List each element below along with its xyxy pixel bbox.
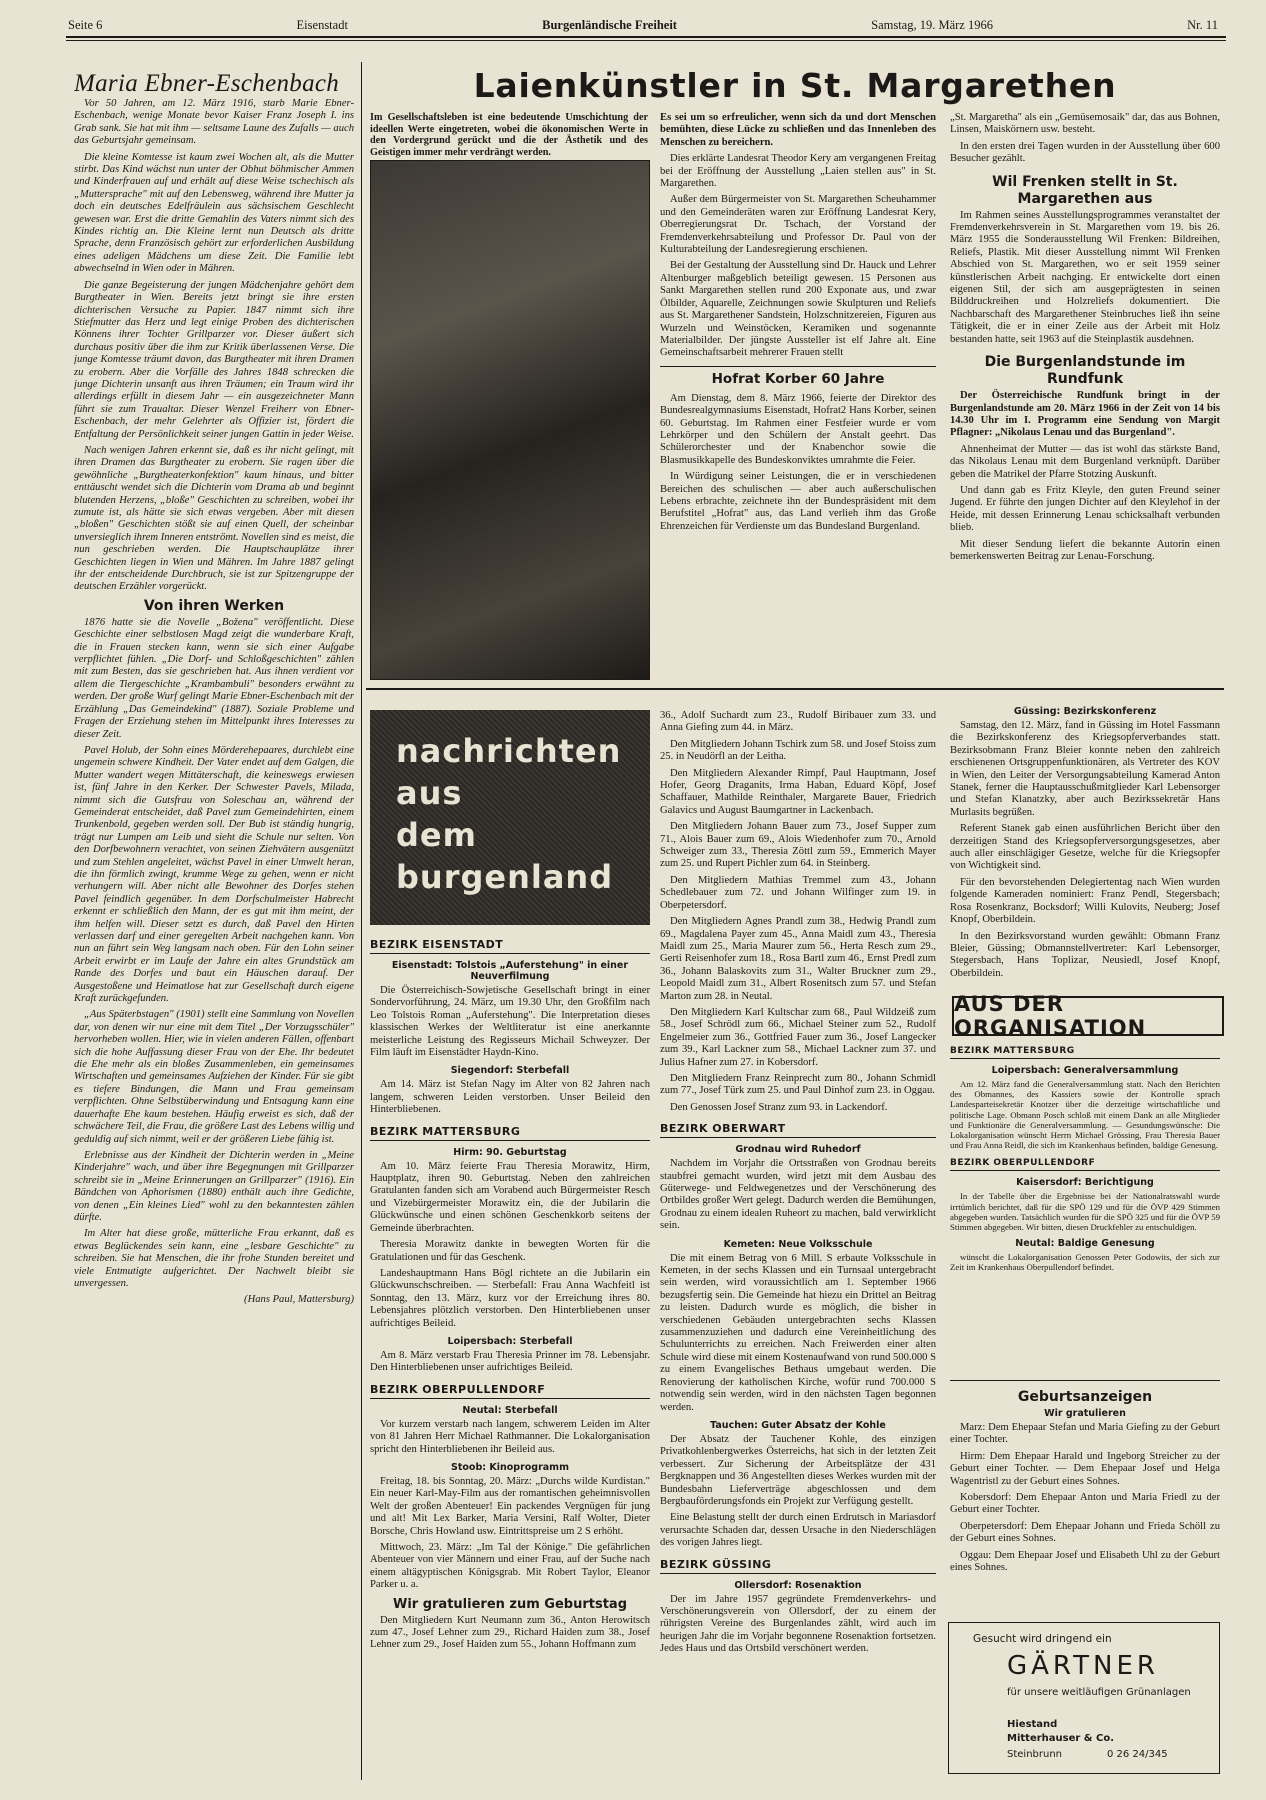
laien-continued (660, 112, 936, 672)
laien-end (950, 112, 1220, 672)
korber-title: Hofrat Korber 60 Jahre (711, 370, 885, 387)
maria-p3: Die ganze Begeisterung der jungen Mädchenjahre gehört dem Burgtheater in Wien. Bereits jetzt bringt sie ihre ersten dichterischen Versuche zu Papier. 1847 nimmt sich ihre Stiefmutter das Herz und legt einige Proben des dichterischen Könnens ihrer Tochter Grillparzer vor. Dieser äußert sich durchaus positiv über die ihm zur Kritik überlassenen Verse. Die junge Komtesse träumt davon, das Burgtheater mit ihren Dramen zu erobern. Aber die Vorfälle des Jahres 1848 schrecken die junge Dichterin unsanft aus ihren Träumen; ein Traum wird ihr allerdings erfüllt in diesem Jahr — ein ausgezeichneter Mann führt sie zum Traualtar. Dieser Wenzel Freiherr von Ebner-Eschenbach, der mehr Gelehrter als Offizier ist, fördert die Entfaltung der Persönlichkeit seiner jungen Gattin in jeder Weise. (74, 279, 354, 440)
geburt-section (950, 1380, 1220, 1611)
middle-p6: Den Mitgliedern Agnes Prandl zum 38., Hedwig Prandl zum 69., Magdalena Payer zum 45., Anna Maidl zum 43., Theresia Maidl zum 25., Maria Maurer zum 56., Herta Resch zum 29., Gerti Reisenhofer zum 18., Rosa Bartl zum 46., Ernst Predl zum 36., Johann Balaskovits zum 31., Walter Bruckner zum 29., Leopold Maidl zum 31., Albert Rosenitsch zum 57. und Stefan Marton zum 28. in Neutal. (660, 916, 936, 1002)
oberpullendorf-bezirk: BEZIRK OBERPULLENDORF (370, 1383, 650, 1399)
bezirk-column-middle (660, 710, 936, 1780)
guessing-p2: Referent Stanek gab einen ausführlichen Bericht über den derzeitigen Stand des Kriegsopferversorgungsgesetzes, aber auch aller einschlägiger Gesetze, welche für die Kriegsopfer von Wichtigkeit sind. (950, 823, 1220, 872)
laien-title: Laienkünstler in St. Margarethen (473, 66, 1117, 105)
maria-author: (Hans Paul, Mattersburg) (244, 1294, 354, 1306)
guessing-bezirk: BEZIRK GÜSSING (660, 1558, 936, 1574)
eisenstadt-bezirk: BEZIRK EISENSTADT (370, 938, 650, 954)
organisation-section (950, 1038, 1220, 1368)
oberwart-h3: Tauchen: Guter Absatz der Kohle (710, 1419, 886, 1431)
header-paper: Burgenländische Freiheit (542, 18, 677, 32)
geburt-p3: Kobersdorf: Dem Ehepaar Anton und Maria Friedl zu der Geburt einer Tochter. (950, 1492, 1220, 1516)
rundfunk-p1: Der Österreichische Rundfunk bringt in der Burgenlandstunde am 20. März 1966 in der Zeit von 14 bis 14.30 Uhr im I. Programm eine Sendung von Margit Pflagner: „Nikolaus Lenau und das Burgenland". (950, 390, 1220, 439)
ad-place: Steinbrunn (1007, 1749, 1063, 1760)
maria-title: Maria Ebner-Eschenbach (74, 70, 340, 97)
laien-p3: Bei der Gestaltung der Ausstellung sind Dr. Hauck und Lehrer Altenburger maßgeblich beteiligt gewesen. 15 Personen aus Sankt Margarethen stellen rund 200 Exponate aus, und zwar Ölbilder, Aquarelle, Zeichnungen sowie Skulpturen und Reliefs aus St. Margarethener Sandstein, Holzschnitzereien, Figuren aus Wurzeln und Weinstöcken, Keramiken und sogenannte Materialbilder. Der jüngste Aussteller ist elf Jahre alt. Eine Gemeinschaftsarbeit mehrerer Frauen stellt (660, 260, 936, 359)
page-number: Seite 6 (68, 18, 103, 32)
column-divider (361, 62, 362, 1780)
oberpullendorf-p4: Den Mitgliedern Kurt Neumann zum 36., Anton Herowitsch zum 47., Josef Lehner zum 29., Richard Haiden zum 38., Josef Lehner zum 29., Josef Haiden zum 55., Johann Hoffmann zum (370, 1614, 650, 1651)
section-rule (366, 688, 1224, 690)
guessing-bezirk-p1: Der im Jahre 1957 gegründete Fremdenverkehrs- und Verschönerungsverein von Ollersdorf, der zu einem der rührigsten Vereine des Burgenlandes zählt, wird auch im heurigen Jahr die im Vorjahr begonnene Rosenaktion fortsetzen. Jedes Haus und das Ortsbild verschönert werden. (660, 1593, 936, 1655)
ad-line-2: für unsere weitläufigen Grünanlagen (1007, 1687, 1191, 1698)
frenken-title: Wil Frenken stellt in St. Margarethen aus (992, 173, 1178, 207)
oberwart-p3: Der Absatz der Tauchener Kohle, des einzigen Privatkohlenbergwerkes Österreichs, hat sich in der letzten Zeit verbessert. Zur Sicherung der Arbeitsplätze der 431 Bergknappen und 36 Angestellten dieses Werkes wurden mit der Bundesbahn Lieferverträge abgeschlossen und dem Bergbauförderungsfonds ein Projekt zur Verfügung gestellt. (660, 1433, 936, 1507)
sculpture-photo (370, 160, 650, 680)
organisation-title: AUS DER ORGANISATION (954, 992, 1147, 1040)
oberpullendorf-h3: Wir gratulieren zum Geburtstag (392, 1596, 628, 1612)
eisenstadt-p1: Die Österreichisch-Sowjetische Gesellschaft bringt in einer Sondervorführung, 24. März, um 19.30 Uhr, den Großfilm nach Leo Tolstois Roman „Auferstehung". Die Interpretation dieses klassischen Werkes der Weltliteratur ist eine anerkannte meisterliche Leistung des Regisseurs Michail Schweyzer. Der Film läuft im Eisenstädter Haydn-Kino. (370, 985, 650, 1059)
oberwart-p1: Nachdem im Vorjahr die Ortsstraßen von Grodnau bereits staubfrei gemacht wurden, wird jetzt mit dem Ausbau des Güterwege- und Feldwegenetzes und der Verschönerung des Ortbildes großer Wert gelegt. Dadurch werden die Bemühungen, Grodnau zu einem idealen Ruheort zu machen, bald verwirklicht sein. (660, 1158, 936, 1232)
maria-p4: Nach wenigen Jahren erkennt sie, daß es ihr nicht gelingt, mit ihren Dramen das Burgtheater zu erobern. Sie ragen über die gewöhnliche „Burgtheaterkonfektion" kaum hinaus, und bitter enttäuscht wendet sich die Dichterin vom Drama ab und beginnt blutenden Herzens, „bloße" Geschichten zu schreiben, wobei ihr zumute ist, als hätte sie sich etwas vergeben. Aber mit diesen „bloßen" Geschichten stößt sie auf einen Quell, der scheinbar unversieglich ihrem Inneren entströmt. Novellen sind es meist, die nun geschrieben werden. Die Hauptschauplätze ihrer Geschichten liegen in Wien und Mähren. Im Jahre 1887 gelingt ihr der entscheidende Durchbruch, sie ist zur Spitzengruppe der deutschen Erzähler vorgerückt. (74, 444, 354, 593)
korber-p2: In Würdigung seiner Leistungen, die er in verschiedenen Bereichen des schulischen — aber auch außerschulischen Lebens erbrachte, zeichnete ihn der Bundespräsident mit dem Berufstitel „Hofrat" aus, das Land verlieh ihm das Große Ehrenzeichen für Verdienste um das Bundesland Burgenland. (660, 471, 936, 532)
eisenstadt-h1: Eisenstadt: Tolstois „Auferstehung" in einer Neuverfilmung (391, 960, 629, 982)
maria-p2: Die kleine Komtesse ist kaum zwei Wochen alt, als die Mutter stirbt. Das Kind wächst nun unter der Obhut böhmischer Ammen und Kinderfrauen auf und erhält auf diese Weise tschechisch als „Muttersprache" mit auf den Lebensweg, während ihre Mutter ja doch ein deutsches Edelfräulein aus sächsischem Geschlecht gewesen war. Erst die dritte Gemahlin des Vaters nimmt sich des Kindes richtig an. Die Kleine lernt nun Deutsch als dritte Sprache, denn Französisch gehört zur erforderlichen Ausbildung eines adeligen Mädchens um diese Zeit. Die Familie lebt abwechselnd in Wien oder in Mähren. (74, 151, 354, 275)
laien-p5: In den ersten drei Tagen wurden in der Ausstellung über 600 Besucher gezählt. (950, 140, 1220, 165)
middle-p8: Den Mitgliedern Franz Reinprecht zum 80., Johann Schmidl zum 77., Josef Türk zum 25. und Paul Dinhof zum 23. in Oggau. (660, 1072, 936, 1097)
organisation-p2: In der Tabelle über die Ergebnisse bei der Nationalratswahl wurde irrtümlich berichtet, daß für die SPÖ 129 und für die ÖVP 429 Stimmen abgegeben wurden. Tatsächlich wurden für die SPÖ 325 und für die ÖVP 59 Stimmen abgegeben. Wir bitten, diesen Druckfehler zu entschuldigen. (950, 1191, 1220, 1233)
laien-p2: Außer dem Bürgermeister von St. Margarethen Scheuhammer und den Gemeinderäten waren zur Eröffnung Landesrat Kery, Oberregierungsrat Dr. Tschach, der Vorstand der Fremdenverkehrsabteilung und Professor Dr. Paul von der Kulturabteilung der Landesregierung erschienen. (660, 194, 936, 256)
ad-line-1: Gesucht wird dringend ein (973, 1633, 1112, 1645)
laien-lead-text: Im Gesellschaftsleben ist eine bedeutende Umschichtung der ideellen Werte eingetreten, wobei die ökonomischen Werte in den Vordergrund gerückt und die der Ästhetik und des Geistigen immer mehr verdrängt werden. (370, 112, 648, 158)
oberwart-p4: Eine Belastung stellt der durch einen Erdrutsch in Mariasdorf verursachte Schaden dar, dessen Ursache in den Niederschlägen des vorigen Jahres liegt. (660, 1512, 936, 1549)
maria-article (74, 70, 354, 1780)
mattersburg-p2: Theresia Morawitz dankte in bewegten Worten für die Gratulationen und für das Geschenk. (370, 1239, 650, 1263)
frenken-p1: Im Rahmen seines Ausstellungsprogrammes veranstaltet der Fremdenverkehrsverein in St. Margarethen vom 19. bis 26. März 1955 die Sonderausstellung Wil Frenken: Bildreihen, Reliefs, Plastik. Mit dieser Ausstellung nimmt Wil Frenken Abschied von St. Margarethen, wo er seit 1959 seiner künstlerischen Arbeit nachging. Er entwickelte dort einen eigenen Stil, der sich am ausgeprägtesten in seinen Bilddruckreihen und Holzreliefs dokumentiert. Die Nachbarschaft des Margarethener Steinbruches ließ ihn seine Tätigkeit, die er in einer Zeile aus der Arbeit mit Holz bestanden hatte, seit 1963 auf die Steinplastik ausdehnen. (950, 209, 1220, 345)
oberpullendorf-p1: Vor kurzem verstarb nach langem, schwerem Leiden im Alter von 81 Jahren Herr Michael Rathmanner. Die Lokalorganisation spricht den Hinterbliebenen ihr Beileid aus. (370, 1418, 650, 1455)
laien-p4: „St. Margaretha" als ein „Gemüsemosaik" dar, das aus Bohnen, Linsen, Maiskörnern usw. besteht. (950, 112, 1220, 136)
mattersburg-p1: Am 10. März feierte Frau Theresia Morawitz, Hirm, Hauptplatz, ihren 90. Geburtstag. Neben den zahlreichen Gratulanten fanden sich am Vorabend auch Bürgermeister Resch und Vizebürgermeister Morawitz ein, die der Jubilarin die Glückwünsche und einen schönen Geschenkkorb seitens der Gemeinde überbrachten. (370, 1160, 650, 1234)
header-issue: Nr. 11 (1187, 18, 1218, 32)
rundfunk-p4: Mit dieser Sendung liefert die bekannte Autorin einen bemerkenswerten Beitrag zur Lenau-Forschung. (950, 538, 1220, 562)
organisation-bezirk-2: BEZIRK OBERPULLENDORF (950, 1158, 1220, 1171)
oberwart-h1: Grodnau wird Ruhedorf (735, 1144, 861, 1156)
page-header (68, 18, 1218, 33)
organisation-bezirk-1: BEZIRK MATTERSBURG (950, 1046, 1220, 1059)
middle-p7: Den Mitgliedern Karl Kultschar zum 68., Paul Wildzeiß zum 58., Josef Schrödl zum 66., Michael Steiner zum 52., Rudolf Engelmeier zum 36., Gottfried Fauer zum 36., Josef Langecker zum 39., Karl Lackner zum 58., Michael Lackner zum 37. und Julius Hafner zum 27. in Kobersdorf. (660, 1006, 936, 1068)
header-rule (66, 36, 1226, 38)
maria-p6: Pavel Holub, der Sohn eines Mörderehepaares, durchlebt eine ungemein schwere Kindheit. Der Vater endet auf dem Galgen, die Mutter wandert wegen Mittäterschaft, die keineswegs erwiesen ist, fünf Jahre in den Kerker. Der Schwester Pavels, Milada, nimmt sich die Gutsfrau von Soleschau an, während der Gemeinderat entscheidet, daß Pavel zum Gemeindehirten, einem Trunkenbold, gegeben werden soll. Der Bub ist ständig hungrig, trägt nur Lumpen am Leib und sieht die Schule nur selten. Von den Dorfbewohnern verachtet, von seinen Ziehvätern ausgenützt und zum Stehlen angeleitet, wächst Pavel in einer Umwelt heran, die ihn förmlich zwingt, krumme Wege zu gehen, wenn er nicht verhungern will. Aber nicht alle Bewohner des Dorfes stehen Pavel feindlich gegenüber. In dem Dorfschulmeister Habrecht erkennt er schließlich den Mann, der es gut mit ihm meint, der ihm helfen will. Dieser setzt es durch, daß Pavel den Hirten verlassen darf und einer geregelten Arbeit nachgehen kann. Von nun an führt sein Weg langsam nach oben. Für den Lohn seiner Arbeit erwirbt er im Laufe der Jahre ein altes Grundstück am Rande des Dorfes und baut ein Häuschen darauf. Der Ausgestoßene und Heimatlose hat zur Gesellschaft durch eigene Kraft zurückgefunden. (74, 744, 354, 1005)
laien-p1: Dies erklärte Landesrat Theodor Kery am vergangenen Freitag bei der Eröffnung der Ausstellung „Laien stellen aus" in St. Margarethen. (660, 153, 936, 190)
oberwart-p2: Die mit einem Betrag von 6 Mill. S erbaute Volksschule in Kemeten, in der sechs Klassen und ein Turnsaal untergebracht sein werden, wird voraussichtlich am 1. September 1966 bezugsfertig sein. Die Gemeinde hat hiezu ein Drittel an Beitrag zu leisten. Dadurch wurde es möglich, die bisher in verschiedenen Gebäuden untergebrachten sechs Klassen zusammenzuziehen und dadurch eine Vereinheitlichung des Schulunterrichts zu erreichen. Nach Freiwerden einer alten Schule wird diese mit einem Kostenaufwand von rund 500.000 S zu einem Evangelisches Bethaus umgebaut werden. Die Renovierung der katholischen Kirche, wofür rund 700.000 S notwendig sein werden, wird in den nächsten Tagen begonnen werden. (660, 1252, 936, 1413)
maria-p8: Erlebnisse aus der Kindheit der Dichterin werden in „Meine Kinderjahre" wach, und über ihre Begegnungen mit Grillparzer schreibt sie in „Meine Erinnerungen an Grillparzer" (1916). Ein Bändchen von Aphorismen (1880) enthält auch ihre Gedichte, von denen „Ein kleines Lied" wohl zu den bekanntesten zählen dürfte. (74, 1149, 354, 1223)
middle-p5: Den Mitgliedern Mathias Tremmel zum 43., Johann Schedlebauer zum 72. und Johann Wilfinger zum 19. in Oberpetersdorf. (660, 874, 936, 911)
eisenstadt-h2: Siegendorf: Sterbefall (450, 1065, 570, 1077)
middle-p9: Den Genossen Josef Stranz zum 93. in Lackendorf. (670, 1101, 888, 1113)
geburt-title: Geburtsanzeigen (1017, 1389, 1153, 1405)
ad-company-1: Hiestand (1007, 1719, 1058, 1730)
mattersburg-p3: Landeshauptmann Hans Bögl richtete an die Jubilarin ein Glückwunschschreiben. — Sterbefall: Frau Anna Wachfeitl ist Sonntag, den 13. März, kurz vor der Erreichung ihres 80. Lebensjahres plötzlich verstorben. Den Hinterbliebenen unser aufrichtiges Beileid. (370, 1267, 650, 1329)
rundfunk-p2: Ahnenheimat der Mutter — das ist wohl das stärkste Band, das Nikolaus Lenau mit dem Burgenland verknüpft. Darüber geben die Matrikel der Pfarre Stotzing Auskunft. (950, 443, 1220, 480)
geburt-p2: Hirm: Dem Ehepaar Harald und Ingeborg Streicher zu der Geburt einer Tochter. — Dem Ehepaar Josef und Helga Wagentristl zu der Geburt eines Sohnes. (950, 1450, 1220, 1487)
maria-p7: „Aus Späterbstagen" (1901) stellt eine Sammlung von Novellen dar, von denen wir nur eine mit dem Titel „Der Vorzugsschüler" hervorheben wollen. Hier, wie in vielen anderen Fällen, offenbart sich die hohe Auffassung dieser Frau von der Ehe. Ihr bedeutet die Ehe mehr als ein bloßes Zusammenleben, ein gemeinsames Wirtschaften und gemeinsames Aufziehen der Kinder. Für sie gibt es tiefere Bindungen, die Mann und Frau gemeinsam verpflichten. Ohne Selbstüberwindung und Entsagung kann eine dauerhafte Ehe kaum bestehen. Häufig erweist es sich, daß der schwächere Teil, die Frau, die größere Last des Lebens willig und geduldig auf sich nimmt, weil er der größeren Liebe fähig ist. (74, 1009, 354, 1145)
maria-p9: Im Alter hat diese große, mütterliche Frau erkannt, daß es etwas Beglückendes sein kann, eine „lesbare Geschichte" zu schreiben. Sie hat Menschen, die ihr frohe Stunden bereitet und viele Entmutigte aufgerichtet. Der Nachwelt bleibt sie unvergessen. (74, 1228, 354, 1289)
header-date: Samstag, 19. März 1966 (871, 18, 993, 32)
guessing-p4: In den Bezirksvorstand wurden gewählt: Obmann Franz Bleier, Güssing; Obmannstellvertreter: Karl Lebensorger, Stegersbach, Hans Toplizar, Neusiedl, Josef Knopf, Oberbildein. (950, 930, 1220, 979)
ad-company-2: Mitterhauser & Co. (1007, 1733, 1114, 1744)
laien-lead (370, 112, 648, 160)
maria-p5: 1876 hatte sie die Novelle „Božena" veröffentlicht. Diese Geschichte einer selbstlosen Magd zeigt die wunderbare Kraft, die in Frauen stecken kann, wenn sie sich einer Aufgabe verpflichtet fühlen. „Die Dorf- und Schloßgeschichten" zählen mit zum Besten, das sie geschrieben hat. Aus ihnen verdient vor allem die Tiergeschichte „Krambambuli" besonders erwähnt zu werden. Der große Wurf gelingt Marie Ebner-Eschenbach mit der Erzählung „Das Gemeindekind" (1887). Soziale Probleme und Fragen der Erziehung stehen im Mittelpunkt ihres Interesses zu dieser Zeit. (74, 616, 354, 740)
geburt-p5: Oggau: Dem Ehepaar Josef und Elisabeth Uhl zu der Geburt eines Sohnes. (950, 1549, 1220, 1574)
ad-phone: 0 26 24/345 (1107, 1749, 1168, 1760)
guessing-h1: Güssing: Bezirkskonferenz (1013, 706, 1157, 717)
oberpullendorf-h2: Stoob: Kinoprogramm (451, 1461, 569, 1473)
banner-line-4: burgenland (396, 858, 614, 896)
guessing-bezirk-h1: Ollersdorf: Rosenaktion (734, 1579, 862, 1591)
eisenstadt-p2: Am 14. März ist Stefan Nagy im Alter von 82 Jahren nach langem, schweren Leiden verstorben. Unser Beileid den Hinterbliebenen. (370, 1079, 650, 1116)
geburt-p1: Marz: Dem Ehepaar Stefan und Maria Giefing zu der Geburt einer Tochter. (950, 1422, 1220, 1446)
oberpullendorf-p2: Freitag, 18. bis Sonntag, 20. März: „Durchs wilde Kurdistan." Ein neuer Karl-May-Film aus der romantischen geheimnisvollen Welt der großen Abenteuer! Ein packendes Vergnügen für jung und alt! Mit Lex Barker, Maria Versini, Ralf Wolter, Dieter Borsche, Chris Howland usw. Eintrittspreise um 2 S erhöht. (370, 1475, 650, 1537)
guessing-p3: Für den bevorstehenden Delegiertentag nach Wien wurden folgende Kameraden nominiert: Franz Pendl, Stegersbach; Rosa Rosenkranz, Bocksdorf; Willi Kulovits, Neuberg; Josef Knopf, Oberbildein. (950, 876, 1220, 926)
job-advertisement (948, 1622, 1220, 1774)
geburt-p4: Oberpetersdorf: Dem Ehepaar Johann und Frieda Schöll zu der Geburt eines Sohnes. (950, 1520, 1220, 1545)
guessing-article (950, 706, 1220, 988)
rundfunk-p3: Und dann gab es Fritz Kleyle, den guten Freund seiner Jugend. Er führte den jungen Dichter auf den Kleylehof in der Heide, mit dessen Erinnerung Lenau schicksalhaft verbunden blieb. (950, 484, 1220, 534)
maria-subheading: Von ihren Werken (143, 597, 285, 614)
organisation-h1: Loipersbach: Generalversammlung (991, 1065, 1179, 1076)
middle-p4: Den Mitgliedern Johann Bauer zum 73., Josef Supper zum 71., Alois Bauer zum 69., Alois Wiedenhofer zum 70., Arnold Schweiger zum 33., Theresia Zöttl zum 59., Emmerich Mayer zum 25. und Rupert Pichler zum 64. in Steinberg. (660, 821, 936, 870)
maria-p1: Vor 50 Jahren, am 12. März 1916, starb Marie Ebner-Eschenbach, wenige Monate bevor Kaiser Franz Joseph I. ins Grab sank. Sie hat mit ihm — seltsame Laune des Zufalls — auch das Geburtsjahr gemeinsam. (74, 98, 354, 147)
oberwart-h2: Kemeten: Neue Volksschule (723, 1238, 873, 1250)
header-rule-thin (66, 40, 1226, 41)
oberwart-bezirk: BEZIRK OBERWART (660, 1122, 936, 1138)
organisation-h2: Kaisersdorf: Berichtigung (1016, 1177, 1154, 1189)
banner-line-1: nachrichten (396, 732, 622, 770)
guessing-p1: Samstag, den 12. März, fand in Güssing im Hotel Fassmann die Bezirkskonferenz des Kriegsopferverbandes statt. Bezirksobmann Franz Bleier konnte neben den zahlreich erschienenen Ortsgruppenfunktionären, als Vertreter des KOV in Wien, den Leiter der Versorgungsabteilung Kamerad Anton Stanek, ferner die Hauptausschußmitglieder Karl Lebensorger und Stefan Klanatzky, aber auch Bezirkssekretär Hans Murlasits begrüßen. (950, 720, 1220, 818)
nachrichten-banner (370, 710, 650, 925)
banner-line-2: aus (396, 774, 463, 812)
laien-lead2: Es sei um so erfreulicher, wenn sich da und dort Menschen bemühten, diese Lücke zu schließen und das Innenleben des Menschen zu bereichern. (660, 112, 936, 148)
organisation-banner (952, 992, 1224, 1040)
geburt-sub: Wir gratulieren (1044, 1408, 1126, 1419)
organisation-p1: Am 12. März fand die Generalversammlung statt. Nach den Berichten des Obmannes, des Kassiers sowie der Kontrolle sprach Landesparteisekretär Knotzer über die derzeitige wirtschaftliche und politische Lage. Obmann Posch schloß mit einem Dank an alle Mitglieder und Funktionäre die Generalversammlung. — Gesundungswünsche: Die Lokalorganisation wünscht Herrn Michael Grössing, Frau Theresia Bauer und Frau Anna Reidl, die sich im Krankenhaus befinden, baldige Genesung. (950, 1079, 1220, 1151)
banner-line-3: dem (396, 816, 477, 854)
oberpullendorf-p3: Mittwoch, 23. März: „Im Tal der Könige." Die gefährlichen Abenteuer von vier Männern und einer Frau, auf der Suche nach einem altägyptischen Königsgrab. Mit Robert Taylor, Eleanor Parker u. a. (370, 1542, 650, 1591)
middle-p1: 36., Adolf Suchardt zum 23., Rudolf Biribauer zum 33. und Anna Giefing zum 44. in März. (660, 710, 936, 734)
mattersburg-h2: Loipersbach: Sterbefall (447, 1335, 573, 1347)
mattersburg-h1: Hirm: 90. Geburtstag (453, 1146, 567, 1158)
organisation-p3: wünscht die Lokalorganisation Genossen Peter Godowits, der sich zur Zeit im Krankenhaus Oberpullendorf befindet. (950, 1252, 1220, 1273)
oberpullendorf-h1: Neutal: Sterbefall (462, 1404, 558, 1416)
header-place: Eisenstadt (296, 18, 348, 32)
bezirk-column-left (370, 930, 650, 1780)
organisation-h3: Neutal: Baldige Genesung (1015, 1238, 1155, 1250)
mattersburg-bezirk: BEZIRK MATTERSBURG (370, 1125, 650, 1141)
middle-p3: Den Mitgliedern Alexander Rimpf, Paul Hauptmann, Josef Hofer, Georg Draganits, Irma Haban, Eduard Köpf, Josef Schaffauer, Mathilde Reinthaler, Margarete Bauer, Friedrich Galavics und August Baumgartner in Lackenbach. (660, 767, 936, 816)
ad-name: GÄRTNER (1007, 1651, 1159, 1681)
korber-p1: Am Dienstag, dem 8. März 1966, feierte der Direktor des Bundesrealgymnasiums Eisenstadt, Hofrat2 Hans Korber, seinen 60. Geburtstag. Im Rahmen einer Festfeier wurde er vom Lehrkörper und den Schülern der Anstalt geehrt. Das Schülerorchester und der Knabenchor sowie die Blasmusikkapelle des Bundeskonviktes umrahmte die Feier. (660, 392, 936, 466)
rundfunk-title: Die Burgenlandstunde im Rundfunk (984, 354, 1186, 388)
mattersburg-p4: Am 8. März verstarb Frau Theresia Prinner im 78. Lebensjahr. Den Hinterbliebenen unser aufrichtiges Beileid. (370, 1349, 650, 1374)
middle-p2: Den Mitgliedern Johann Tschirk zum 58. und Josef Stoiss zum 25. in Neudörfl an der Leitha. (660, 738, 936, 763)
